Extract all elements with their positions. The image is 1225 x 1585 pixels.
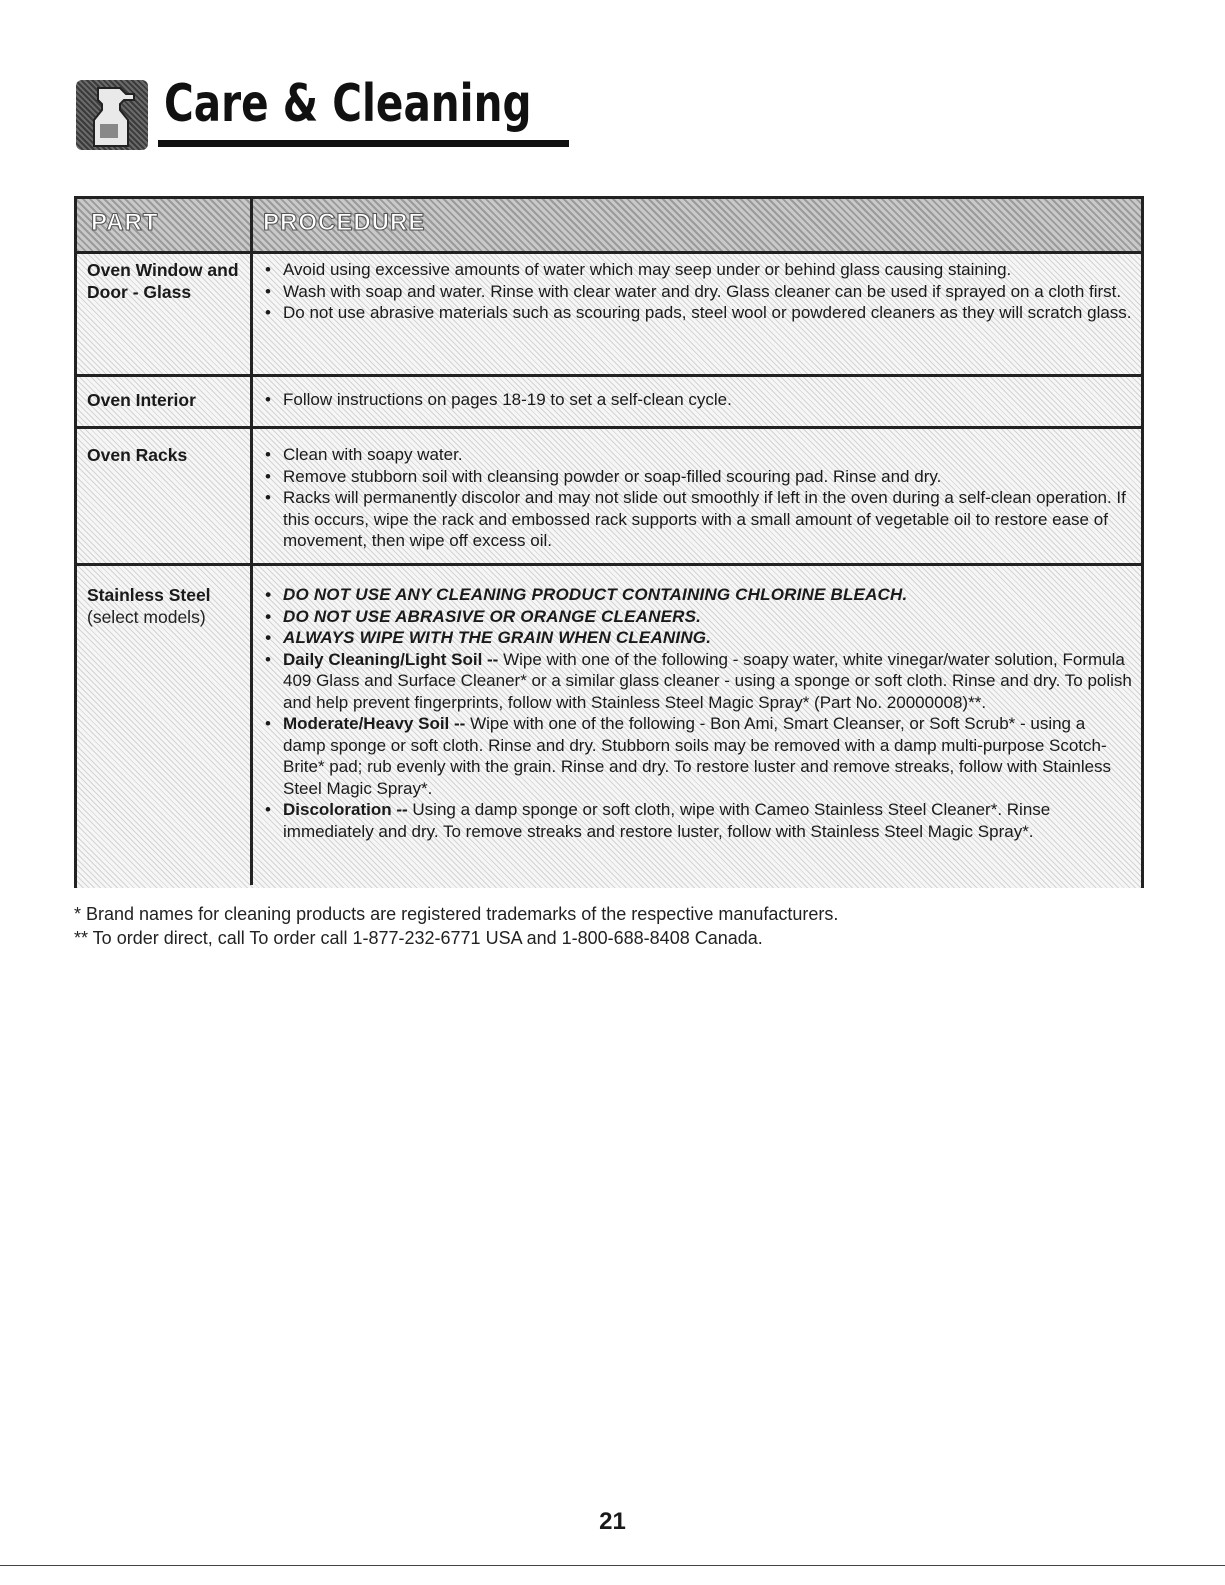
part-note: (select models) — [87, 607, 206, 627]
list-item: • Remove stubborn soil with cleansing powder or soap-filled scouring pad. Rinse and dry. — [260, 466, 1132, 488]
list-item: • Daily Cleaning/Light Soil -- Wipe with one of the following - soapy water, white vinegar/water solution, Formula 409 Glass and Surface Cleaner* or a similar glass cleaner - using a sponge or soft cloth. Rinse and dry. To polish and help prevent fingerprints, follow with Stainless Steel Magic Spray* (Part No. 20000008)**. — [260, 649, 1132, 714]
spray-bottle-icon — [76, 80, 148, 150]
footnotes — [74, 902, 1154, 950]
list-item: • Follow instructions on pages 18-19 to set a self-clean cycle. — [260, 389, 1132, 411]
table-row-procedure — [260, 259, 1132, 324]
table-header — [77, 199, 1141, 251]
part-name: Oven Racks — [87, 445, 188, 465]
care-cleaning-table — [74, 196, 1144, 888]
row-divider — [77, 426, 1141, 429]
page-header — [68, 66, 532, 156]
row-divider — [77, 374, 1141, 377]
part-name: Oven Window and Door - Glass — [87, 260, 239, 302]
title-underline — [158, 140, 569, 147]
table-row-procedure — [260, 584, 1132, 842]
list-item: • Discoloration -- Using a damp sponge or soft cloth, wipe with Cameo Stainless Steel Cleaner*. Rinse immediately and dry. To remove streaks and restore luster, follow with Stainless Steel Magic Spray*. — [260, 799, 1132, 842]
column-header-part: PART — [91, 209, 159, 236]
table-row-part — [87, 259, 247, 303]
warning-item: • DO NOT USE ANY CLEANING PRODUCT CONTAINING CHLORINE BLEACH. — [260, 584, 1132, 606]
table-row-part — [87, 444, 247, 466]
row-divider — [77, 563, 1141, 566]
column-divider — [250, 199, 253, 885]
page-title: Care & Cleaning — [164, 74, 532, 134]
table-row-part — [87, 389, 247, 411]
item-lead: Daily Cleaning/Light Soil -- — [283, 649, 499, 669]
column-header-procedure: PROCEDURE — [263, 209, 426, 236]
table-row-procedure — [260, 389, 1132, 411]
item-lead: Discoloration -- — [283, 800, 408, 819]
row-divider — [77, 251, 1141, 254]
list-item: • Do not use abrasive materials such as scouring pads, steel wool or powdered cleaners as they will scratch glass. — [260, 302, 1132, 324]
page-number: 21 — [599, 1508, 626, 1535]
list-item: • Clean with soapy water. — [260, 444, 1132, 466]
footnote: * Brand names for cleaning products are registered trademarks of the respective manufacturers. — [74, 904, 839, 924]
list-item: • Avoid using excessive amounts of water which may seep under or behind glass causing staining. — [260, 259, 1132, 281]
item-lead: Moderate/Heavy Soil -- — [283, 714, 466, 733]
page-edge-rule — [0, 1565, 1225, 1566]
table-row-procedure — [260, 444, 1132, 552]
list-item: • Racks will permanently discolor and may not slide out smoothly if left in the oven during a self-clean operation. If this occurs, wipe the rack and embossed rack supports with a small amount of vegetable oil to restore ease of movement, then wipe off excess oil. — [260, 487, 1132, 552]
part-name: Oven Interior — [87, 390, 196, 410]
table-row-part — [87, 584, 247, 628]
warning-item: • DO NOT USE ABRASIVE OR ORANGE CLEANERS. — [260, 606, 1132, 628]
footnote: ** To order direct, call To order call 1-877-232-6771 USA and 1-800-688-8408 Canada. — [74, 928, 763, 948]
list-item: • Moderate/Heavy Soil -- Wipe with one of the following - Bon Ami, Smart Cleanser, or Soft Scrub* - using a damp sponge or soft cloth. Rinse and dry. Stubborn soils may be removed with a damp multi-purpose Scotch-Brite* pad; rub evenly with the grain. Rinse and dry. To restore luster and remove streaks, follow with Stainless Steel Magic Spray*. — [260, 713, 1132, 799]
warning-item: • ALWAYS WIPE WITH THE GRAIN WHEN CLEANING. — [260, 627, 1132, 649]
part-name: Stainless Steel — [87, 585, 211, 605]
list-item: • Wash with soap and water. Rinse with clear water and dry. Glass cleaner can be used if sprayed on a cloth first. — [260, 281, 1132, 303]
